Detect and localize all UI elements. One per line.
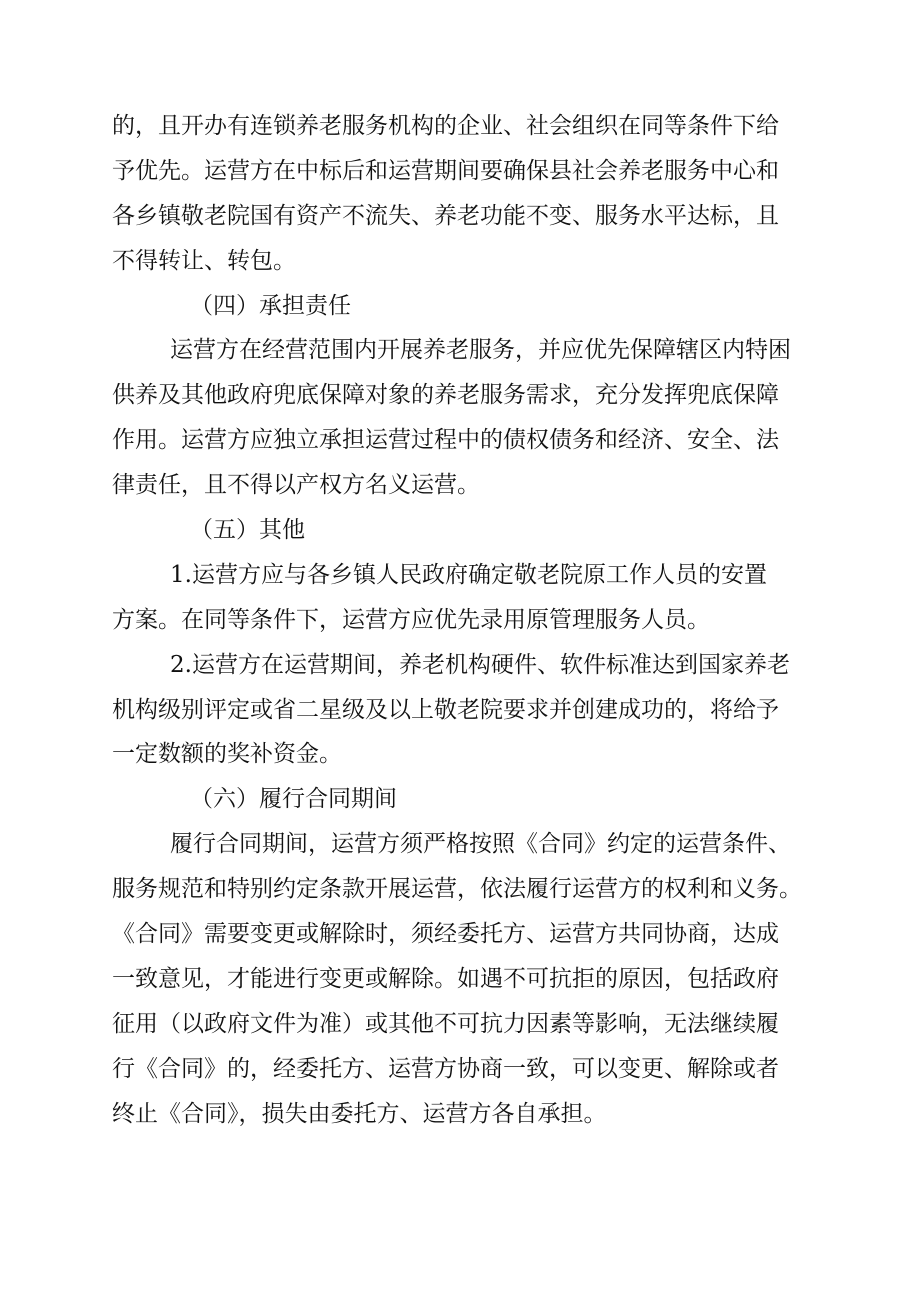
paragraph-line: 律责任，且不得以产权方名义运营。 [112,472,480,499]
list-item-2: 2.运营方在运营期间，养老机构硬件、软件标准达到国家养老 [170,651,790,678]
paragraph-line: 的，且开办有连锁养老服务机构的企业、社会组织在同等条件下给 [112,113,779,139]
paragraph-line: 一定数额的奖补资金。 [112,741,342,768]
paragraph-line: 各乡镇敬老院国有资产不流失、养老功能不变、服务水平达标，且 [112,202,779,229]
paragraph-line: 行《合同》的，经委托方、运营方协商一致，可以变更、解除或者 [112,1055,779,1082]
section-heading-5: （五）其他 [190,517,305,544]
paragraph-line: 一致意见，才能进行变更或解除。如遇不可抗拒的原因，包括政府 [112,965,779,992]
paragraph-line: 终止《合同》，损失由委托方、运营方各自承担。 [112,1100,607,1127]
paragraph-line: 运营方在经营范围内开展养老服务，并应优先保障辖区内特困 [170,337,791,364]
paragraph-line: 机构级别评定或省二星级及以上敬老院要求并创建成功的，将给予 [112,696,779,723]
paragraph-line: 供养及其他政府兜底保障对象的养老服务需求，充分发挥兜底保障 [112,382,779,409]
paragraph-line: 《合同》需要变更或解除时，须经委托方、运营方共同协商，达成 [112,921,779,948]
paragraph-line: 不得转让、转包。 [112,247,296,274]
paragraph-line: 作用。运营方应独立承担运营过程中的债权债务和经济、安全、法 [112,427,779,454]
paragraph-line: 方案。在同等条件下，运营方应优先录用原管理服务人员。 [112,606,710,633]
list-item-1: 1.运营方应与各乡镇人民政府确定敬老院原工作人员的安置 [170,561,767,588]
paragraph-line: 予优先。运营方在中标后和运营期间要确保县社会养老服务中心和 [112,157,779,184]
section-heading-6: （六）履行合同期间 [190,786,397,813]
paragraph-line: 履行合同期间，运营方须严格按照《合同》约定的运营条件、 [170,831,791,858]
section-heading-4: （四）承担责任 [190,292,351,319]
paragraph-line: 服务规范和特别约定条款开展运营，依法履行运营方的权利和义务。 [112,876,802,903]
document-body [112,104,812,1136]
paragraph-line: 征用（以政府文件为准）或其他不可抗力因素等影响，无法继续履 [112,1010,779,1037]
